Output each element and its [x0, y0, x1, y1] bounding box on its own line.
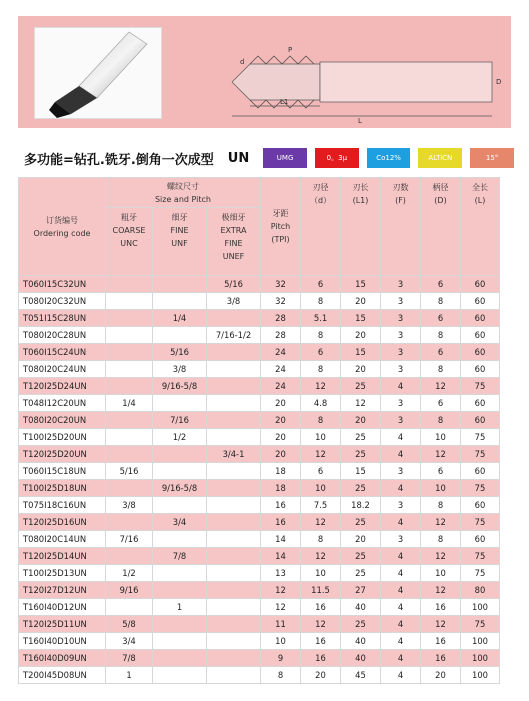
- cell-flutes: 3: [381, 361, 421, 378]
- cell-cutting-diameter: 8: [301, 531, 341, 548]
- table-row: [19, 599, 500, 616]
- badge-cobalt: Co12%: [367, 148, 411, 168]
- cell-shank-diameter: 12: [421, 514, 461, 531]
- cell-unef: [207, 395, 261, 412]
- cell-unf: 1/2: [153, 429, 207, 446]
- tool-photo: [34, 27, 162, 119]
- cell-flutes: 4: [381, 650, 421, 667]
- cell-cutting-diameter: 20: [301, 667, 341, 684]
- cell-overall-length: 60: [461, 310, 500, 327]
- table-row: [19, 310, 500, 327]
- cell-flutes: 3: [381, 344, 421, 361]
- cell-unc: [106, 548, 153, 565]
- cell-cutting-length: 25: [341, 378, 381, 395]
- cell-unef: [207, 565, 261, 582]
- product-heading: [24, 147, 514, 169]
- cell-unc: 9/16: [106, 582, 153, 599]
- cell-cutting-length: 15: [341, 344, 381, 361]
- cell-unf: 3/4: [153, 514, 207, 531]
- badge-angle: 15°: [470, 148, 514, 168]
- cell-ordering-code: T120I25D20UN: [19, 446, 106, 463]
- cell-shank-diameter: 6: [421, 395, 461, 412]
- cell-overall-length: 75: [461, 548, 500, 565]
- cell-cutting-length: 25: [341, 514, 381, 531]
- cell-ordering-code: T080I20C14UN: [19, 531, 106, 548]
- cell-ordering-code: T080I20C24UN: [19, 361, 106, 378]
- cell-cutting-diameter: 6: [301, 276, 341, 293]
- cell-shank-diameter: 12: [421, 548, 461, 565]
- table-row: [19, 565, 500, 582]
- cell-shank-diameter: 8: [421, 293, 461, 310]
- cell-unef: 5/16: [207, 276, 261, 293]
- badge-umg: UMG: [263, 148, 307, 168]
- cell-ordering-code: T060I15C24UN: [19, 344, 106, 361]
- badge-coating: ALTiCN: [418, 148, 462, 168]
- cell-overall-length: 60: [461, 361, 500, 378]
- cell-unef: [207, 599, 261, 616]
- cell-ordering-code: T075I18C16UN: [19, 497, 106, 514]
- cell-unef: [207, 667, 261, 684]
- cell-shank-diameter: 12: [421, 616, 461, 633]
- cell-shank-diameter: 16: [421, 650, 461, 667]
- cell-cutting-length: 25: [341, 616, 381, 633]
- cell-unc: [106, 599, 153, 616]
- cell-cutting-diameter: 4.8: [301, 395, 341, 412]
- cell-pitch: 32: [261, 276, 301, 293]
- cell-pitch: 32: [261, 293, 301, 310]
- cell-cutting-diameter: 11.5: [301, 582, 341, 599]
- cell-unef: [207, 497, 261, 514]
- cell-flutes: 3: [381, 276, 421, 293]
- cell-unf: [153, 276, 207, 293]
- cell-unf: [153, 327, 207, 344]
- table-row: [19, 650, 500, 667]
- header-extra-fine: 极细牙 EXTRA FINE UNEF: [207, 208, 261, 276]
- cell-unef: [207, 531, 261, 548]
- cell-overall-length: 80: [461, 582, 500, 599]
- cell-ordering-code: T120I25D14UN: [19, 548, 106, 565]
- cell-unef: [207, 310, 261, 327]
- cell-unef: [207, 548, 261, 565]
- cell-cutting-diameter: 16: [301, 633, 341, 650]
- cell-unc: 7/16: [106, 531, 153, 548]
- cell-unc: 1/2: [106, 565, 153, 582]
- cell-flutes: 4: [381, 633, 421, 650]
- cell-cutting-length: 25: [341, 565, 381, 582]
- cell-unf: 9/16-5/8: [153, 480, 207, 497]
- cell-shank-diameter: 8: [421, 327, 461, 344]
- cell-pitch: 20: [261, 395, 301, 412]
- cell-flutes: 3: [381, 310, 421, 327]
- cell-overall-length: 60: [461, 531, 500, 548]
- label-d: d: [240, 58, 245, 66]
- cell-unc: [106, 429, 153, 446]
- cell-flutes: 3: [381, 327, 421, 344]
- cell-pitch: 28: [261, 327, 301, 344]
- cell-unf: 7/16: [153, 412, 207, 429]
- cell-unf: 1/4: [153, 310, 207, 327]
- cell-ordering-code: T120I25D11UN: [19, 616, 106, 633]
- cell-cutting-length: 20: [341, 293, 381, 310]
- cell-pitch: 24: [261, 361, 301, 378]
- cell-unf: [153, 633, 207, 650]
- table-row: [19, 667, 500, 684]
- cell-shank-diameter: 12: [421, 446, 461, 463]
- label-L1: L1: [280, 98, 289, 106]
- cell-flutes: 3: [381, 412, 421, 429]
- cell-ordering-code: T160I40D12UN: [19, 599, 106, 616]
- cell-overall-length: 60: [461, 395, 500, 412]
- cell-overall-length: 60: [461, 344, 500, 361]
- cell-pitch: 14: [261, 531, 301, 548]
- cell-shank-diameter: 6: [421, 344, 461, 361]
- header-overall-length: 全长 (L): [461, 178, 500, 276]
- cell-flutes: 3: [381, 395, 421, 412]
- cell-pitch: 16: [261, 514, 301, 531]
- table-row: [19, 480, 500, 497]
- cell-cutting-length: 27: [341, 582, 381, 599]
- label-D: D: [496, 78, 502, 86]
- cell-unef: [207, 633, 261, 650]
- cell-pitch: 10: [261, 633, 301, 650]
- cell-overall-length: 75: [461, 480, 500, 497]
- cell-pitch: 20: [261, 412, 301, 429]
- cell-cutting-length: 25: [341, 446, 381, 463]
- cell-shank-diameter: 10: [421, 429, 461, 446]
- cell-cutting-diameter: 8: [301, 327, 341, 344]
- cell-cutting-diameter: 8: [301, 293, 341, 310]
- header-size-pitch: 螺纹尺寸 Size and Pitch: [106, 178, 261, 208]
- cell-shank-diameter: 6: [421, 310, 461, 327]
- header-cutting-diameter: 刃径 （d）: [301, 178, 341, 276]
- cell-cutting-length: 18.2: [341, 497, 381, 514]
- table-row: [19, 378, 500, 395]
- cell-unf: 5/16: [153, 344, 207, 361]
- cell-flutes: 3: [381, 463, 421, 480]
- cell-shank-diameter: 16: [421, 633, 461, 650]
- cell-shank-diameter: 10: [421, 480, 461, 497]
- cell-unc: [106, 412, 153, 429]
- cell-unc: 5/8: [106, 616, 153, 633]
- cell-cutting-length: 40: [341, 650, 381, 667]
- cell-flutes: 4: [381, 582, 421, 599]
- table-row: [19, 293, 500, 310]
- cell-cutting-length: 20: [341, 361, 381, 378]
- cell-pitch: 14: [261, 548, 301, 565]
- cell-pitch: 24: [261, 378, 301, 395]
- cell-flutes: 3: [381, 497, 421, 514]
- cell-unc: 5/16: [106, 463, 153, 480]
- table-row: [19, 531, 500, 548]
- cell-flutes: 4: [381, 565, 421, 582]
- cell-unef: [207, 361, 261, 378]
- cell-shank-diameter: 8: [421, 412, 461, 429]
- cell-overall-length: 60: [461, 412, 500, 429]
- cell-ordering-code: T080I20C20UN: [19, 412, 106, 429]
- cell-unf: [153, 497, 207, 514]
- cell-ordering-code: T120I27D12UN: [19, 582, 106, 599]
- cell-unc: 1/4: [106, 395, 153, 412]
- cell-cutting-diameter: 12: [301, 446, 341, 463]
- cell-unef: [207, 412, 261, 429]
- cell-unc: [106, 480, 153, 497]
- cell-overall-length: 75: [461, 446, 500, 463]
- cell-unf: 1: [153, 599, 207, 616]
- cell-ordering-code: T200I45D08UN: [19, 667, 106, 684]
- cell-unf: [153, 395, 207, 412]
- cell-flutes: 4: [381, 548, 421, 565]
- cell-ordering-code: T120I25D24UN: [19, 378, 106, 395]
- cell-pitch: 11: [261, 616, 301, 633]
- cell-flutes: 4: [381, 599, 421, 616]
- cell-flutes: 3: [381, 293, 421, 310]
- label-p: P: [288, 46, 293, 54]
- header-fine: 细牙 FINE UNF: [153, 208, 207, 276]
- cell-unef: [207, 480, 261, 497]
- cell-overall-length: 100: [461, 633, 500, 650]
- cell-flutes: 4: [381, 667, 421, 684]
- cell-shank-diameter: 8: [421, 497, 461, 514]
- cell-overall-length: 60: [461, 463, 500, 480]
- cell-cutting-diameter: 5.1: [301, 310, 341, 327]
- cell-flutes: 4: [381, 480, 421, 497]
- cell-cutting-length: 12: [341, 395, 381, 412]
- table-body: [19, 276, 500, 684]
- cell-pitch: 12: [261, 582, 301, 599]
- table-row: [19, 446, 500, 463]
- cell-unef: 7/16-1/2: [207, 327, 261, 344]
- cell-shank-diameter: 12: [421, 582, 461, 599]
- cell-pitch: 16: [261, 497, 301, 514]
- cell-unef: [207, 344, 261, 361]
- tool-dimension-drawing: [210, 20, 510, 125]
- specification-table: [18, 177, 499, 684]
- cell-ordering-code: T160I40D09UN: [19, 650, 106, 667]
- header-ordering-code: 订货编号 Ordering code: [19, 178, 106, 276]
- cell-cutting-diameter: 6: [301, 463, 341, 480]
- cell-overall-length: 75: [461, 616, 500, 633]
- cell-ordering-code: T080I20C32UN: [19, 293, 106, 310]
- cell-unf: [153, 531, 207, 548]
- cell-cutting-diameter: 10: [301, 480, 341, 497]
- cell-unc: [106, 276, 153, 293]
- cell-ordering-code: T051I15C28UN: [19, 310, 106, 327]
- cell-cutting-length: 15: [341, 276, 381, 293]
- table-row: [19, 344, 500, 361]
- cell-pitch: 20: [261, 429, 301, 446]
- cell-shank-diameter: 6: [421, 276, 461, 293]
- cell-overall-length: 100: [461, 667, 500, 684]
- cell-overall-length: 75: [461, 378, 500, 395]
- cell-unf: [153, 616, 207, 633]
- cell-overall-length: 100: [461, 599, 500, 616]
- cell-ordering-code: T060I15C32UN: [19, 276, 106, 293]
- cell-unc: [106, 293, 153, 310]
- cell-unf: [153, 293, 207, 310]
- cell-unef: [207, 616, 261, 633]
- cell-unf: [153, 463, 207, 480]
- cell-pitch: 8: [261, 667, 301, 684]
- cell-cutting-diameter: 6: [301, 344, 341, 361]
- table-row: [19, 633, 500, 650]
- cell-unc: 3/8: [106, 497, 153, 514]
- cell-ordering-code: T100I25D13UN: [19, 565, 106, 582]
- cell-overall-length: 100: [461, 650, 500, 667]
- cell-overall-length: 75: [461, 514, 500, 531]
- cell-cutting-diameter: 7.5: [301, 497, 341, 514]
- cell-overall-length: 60: [461, 497, 500, 514]
- cell-overall-length: 60: [461, 327, 500, 344]
- cell-unf: [153, 565, 207, 582]
- header-coarse: 粗牙 COARSE UNC: [106, 208, 153, 276]
- cell-ordering-code: T100I25D18UN: [19, 480, 106, 497]
- table-row: [19, 616, 500, 633]
- cell-flutes: 3: [381, 531, 421, 548]
- cell-unf: [153, 667, 207, 684]
- cell-pitch: 12: [261, 599, 301, 616]
- cell-flutes: 4: [381, 429, 421, 446]
- cell-flutes: 4: [381, 514, 421, 531]
- cell-cutting-diameter: 8: [301, 412, 341, 429]
- cell-unc: [106, 378, 153, 395]
- cell-ordering-code: T120I25D16UN: [19, 514, 106, 531]
- cell-cutting-diameter: 10: [301, 565, 341, 582]
- cell-unc: [106, 446, 153, 463]
- tool-drawing: [210, 20, 510, 125]
- cell-unef: [207, 650, 261, 667]
- cell-pitch: 13: [261, 565, 301, 582]
- cell-overall-length: 75: [461, 565, 500, 582]
- cell-unc: [106, 344, 153, 361]
- header-cutting-length: 刃长 (L1): [341, 178, 381, 276]
- table-row: [19, 361, 500, 378]
- cell-unc: [106, 514, 153, 531]
- cell-unc: 7/8: [106, 650, 153, 667]
- cell-ordering-code: T048I12C20UN: [19, 395, 106, 412]
- cell-pitch: 24: [261, 344, 301, 361]
- cell-shank-diameter: 10: [421, 565, 461, 582]
- cell-unc: [106, 361, 153, 378]
- cell-flutes: 4: [381, 378, 421, 395]
- cell-cutting-length: 25: [341, 480, 381, 497]
- table-row: [19, 412, 500, 429]
- badge-coating-thickness: 0。3μ: [315, 148, 359, 168]
- cell-pitch: 20: [261, 446, 301, 463]
- page-title: 多功能=钻孔.铣牙.倒角一次成型: [24, 152, 214, 168]
- table-row: [19, 327, 500, 344]
- cell-cutting-diameter: 12: [301, 548, 341, 565]
- cell-cutting-diameter: 10: [301, 429, 341, 446]
- table-row: [19, 514, 500, 531]
- cell-pitch: 9: [261, 650, 301, 667]
- cell-flutes: 4: [381, 616, 421, 633]
- cell-shank-diameter: 6: [421, 463, 461, 480]
- table-row: [19, 497, 500, 514]
- label-L: L: [358, 117, 362, 125]
- cell-unc: 3/4: [106, 633, 153, 650]
- cell-unef: [207, 463, 261, 480]
- cell-ordering-code: T080I20C28UN: [19, 327, 106, 344]
- cell-overall-length: 60: [461, 276, 500, 293]
- cell-overall-length: 75: [461, 429, 500, 446]
- cell-cutting-length: 45: [341, 667, 381, 684]
- cell-unc: [106, 310, 153, 327]
- thread-mill-photo-icon: [35, 28, 162, 119]
- cell-cutting-diameter: 12: [301, 378, 341, 395]
- cell-unf: 7/8: [153, 548, 207, 565]
- cell-ordering-code: T160I40D10UN: [19, 633, 106, 650]
- table-row: [19, 395, 500, 412]
- header-shank-diameter: 柄径 (D): [421, 178, 461, 276]
- cell-ordering-code: T100I25D20UN: [19, 429, 106, 446]
- cell-unf: 3/8: [153, 361, 207, 378]
- cell-unef: [207, 514, 261, 531]
- cell-shank-diameter: 16: [421, 599, 461, 616]
- cell-pitch: 18: [261, 463, 301, 480]
- cell-cutting-length: 25: [341, 429, 381, 446]
- cell-unef: 3/4-1: [207, 446, 261, 463]
- cell-unf: [153, 650, 207, 667]
- table-row: [19, 548, 500, 565]
- table-row: [19, 463, 500, 480]
- cell-cutting-length: 20: [341, 412, 381, 429]
- table-row: [19, 429, 500, 446]
- cell-unf: [153, 582, 207, 599]
- header-pitch: 牙距 Pitch (TPI): [261, 178, 301, 276]
- header-flutes: 刃数 (F): [381, 178, 421, 276]
- cell-shank-diameter: 8: [421, 361, 461, 378]
- cell-cutting-length: 15: [341, 310, 381, 327]
- cell-unef: 3/8: [207, 293, 261, 310]
- cell-unef: [207, 582, 261, 599]
- cell-pitch: 18: [261, 480, 301, 497]
- cell-unf: 9/16-5/8: [153, 378, 207, 395]
- cell-unf: [153, 446, 207, 463]
- cell-cutting-diameter: 8: [301, 361, 341, 378]
- cell-ordering-code: T060I15C18UN: [19, 463, 106, 480]
- cell-cutting-diameter: 12: [301, 616, 341, 633]
- cell-unef: [207, 429, 261, 446]
- cell-shank-diameter: 8: [421, 531, 461, 548]
- cell-unc: [106, 327, 153, 344]
- cell-pitch: 28: [261, 310, 301, 327]
- cell-unef: [207, 378, 261, 395]
- cell-shank-diameter: 12: [421, 378, 461, 395]
- cell-cutting-length: 15: [341, 463, 381, 480]
- cell-cutting-length: 40: [341, 599, 381, 616]
- thread-type-label: UN: [227, 150, 250, 166]
- cell-cutting-length: 40: [341, 633, 381, 650]
- cell-unc: 1: [106, 667, 153, 684]
- cell-cutting-diameter: 16: [301, 650, 341, 667]
- cell-cutting-diameter: 12: [301, 514, 341, 531]
- table-row: [19, 276, 500, 293]
- cell-cutting-length: 20: [341, 327, 381, 344]
- cell-cutting-length: 20: [341, 531, 381, 548]
- cell-cutting-length: 25: [341, 548, 381, 565]
- cell-flutes: 4: [381, 446, 421, 463]
- cell-overall-length: 60: [461, 293, 500, 310]
- cell-shank-diameter: 20: [421, 667, 461, 684]
- cell-cutting-diameter: 16: [301, 599, 341, 616]
- table-row: [19, 582, 500, 599]
